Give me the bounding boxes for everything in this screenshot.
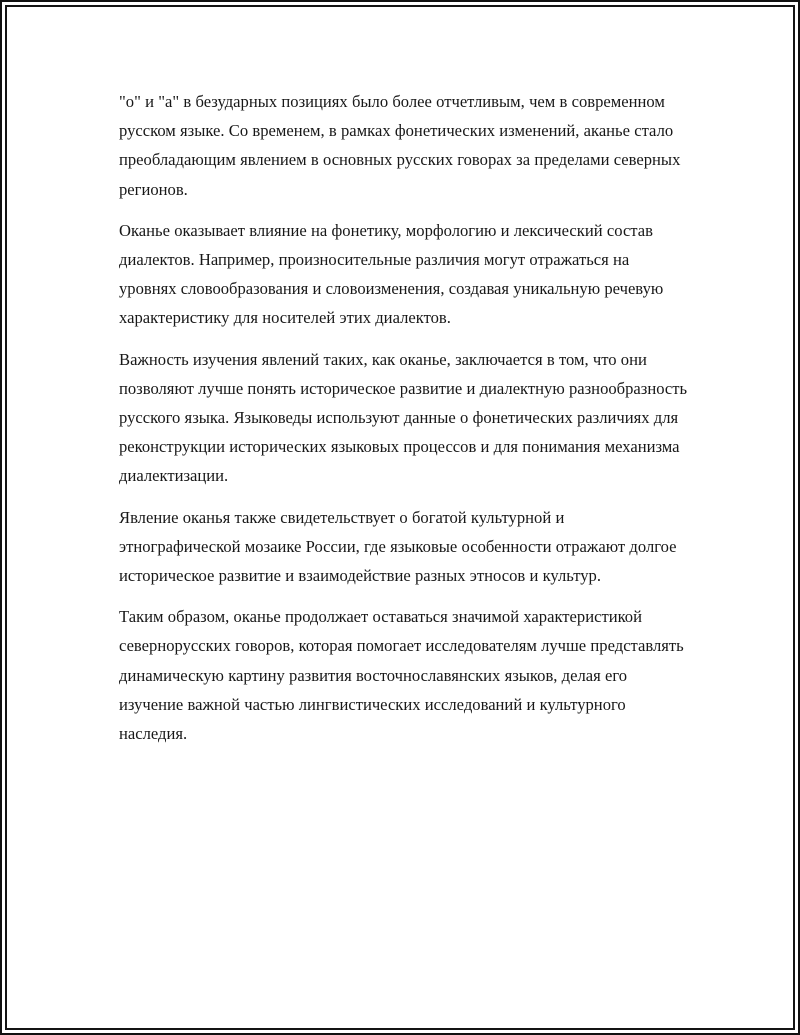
document-text-column [119,87,690,748]
document-paragraph: Важность изучения явлений таких, как оканье, заключается в том, что они позволяют лучше понять историческое развитие и диалектную разнообразность русского языка. Языковеды используют данные о фонетических различиях для реконструкции исторических языковых процессов и для понимания механизма диалектизации. [119,349,688,486]
document-page [9,9,791,1026]
document-paragraph: Таким образом, оканье продолжает оставаться значимой характеристикой севернорусских говоров, которая помогает исследователям лучше представлять динамическую картину развития восточнославянских языков, делая его изучение важной частью лингвистических исследований и культурного наследия. [119,607,684,744]
document-paragraph: Оканье оказывает влияние на фонетику, морфологию и лексический состав диалектов. Например, произносительные различия могут отражаться на уровнях словообразования и словоизменения, создавая уникальную речевую характеристику для носителей этих диалектов. [119,220,664,328]
document-paragraph: "о" и "а" в безударных позициях было более отчетливым, чем в современном русском языке. Со временем, в рамках фонетических изменений, аканье стало преобладающим явлением в основных русских говорах за пределами северных регионов. [119,92,681,199]
document-paragraph: Явление оканья также свидетельствует о богатой культурной и этнографической мозаике России, где языковые особенности отражают долгое историческое развитие и взаимодействие разных этносов и культур. [119,507,677,586]
